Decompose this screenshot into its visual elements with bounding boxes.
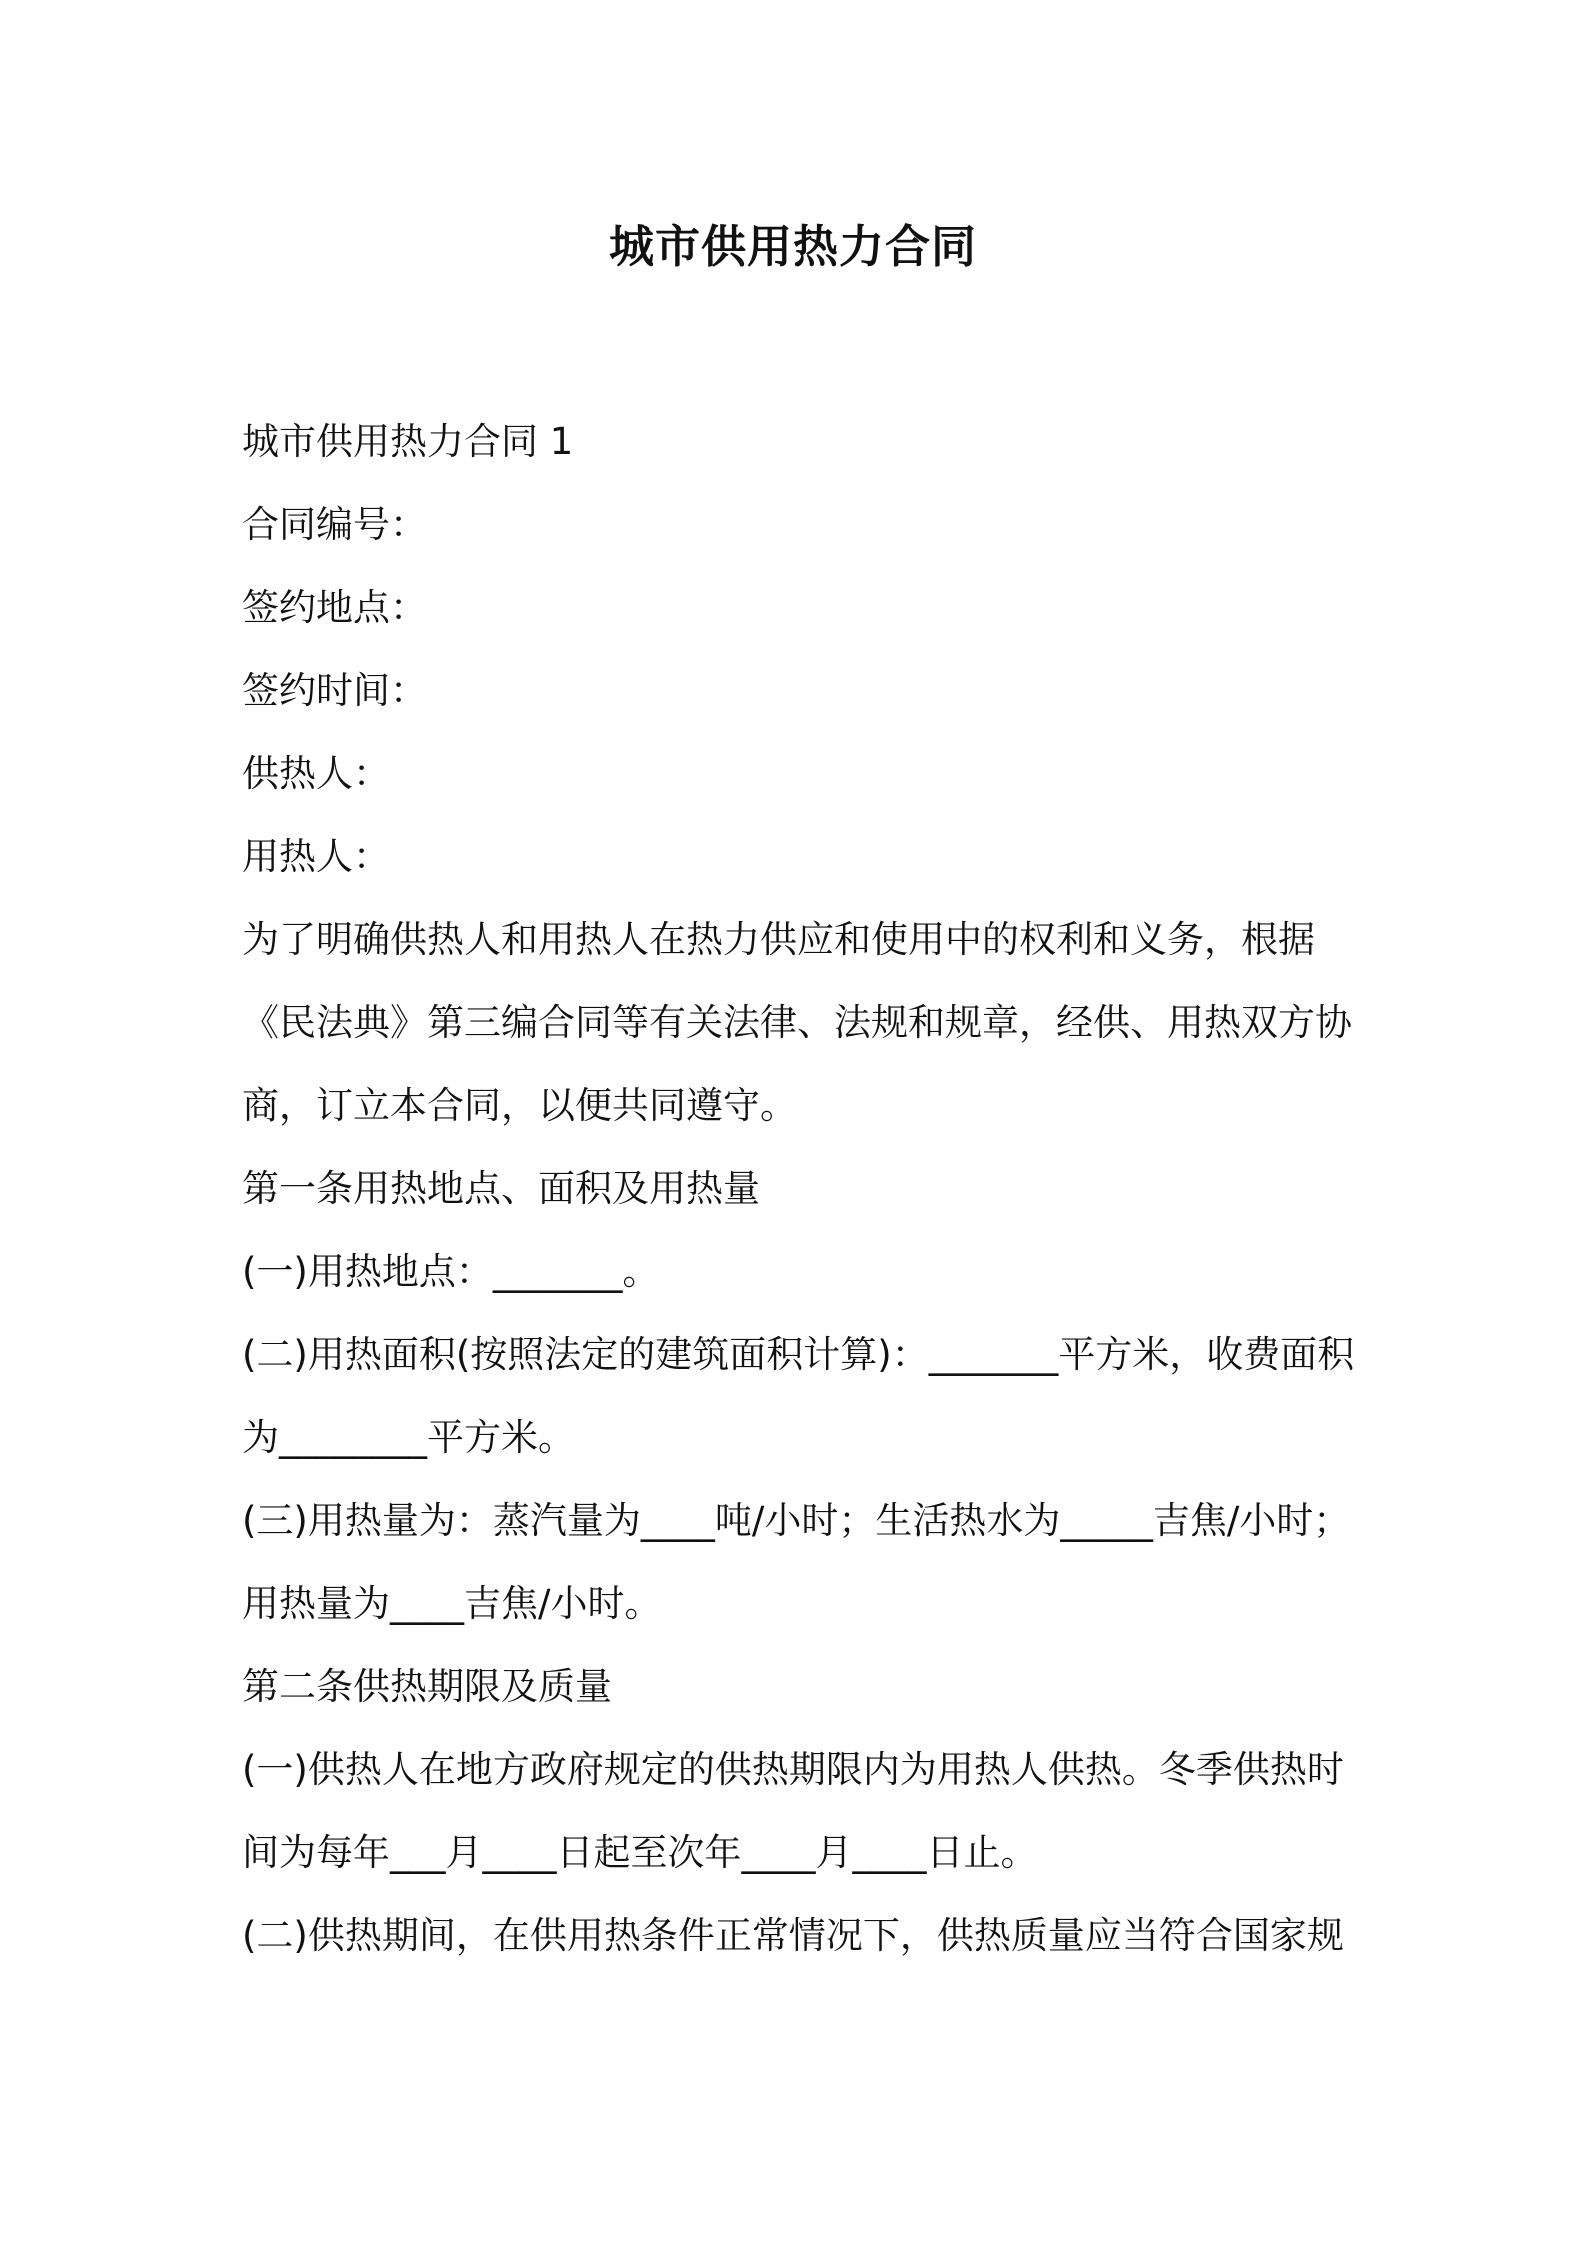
article-two-clause-2: (二)供热期间，在供用热条件正常情况下，供热质量应当符合国家规 [242, 1914, 1344, 1957]
article-two-heading: 第二条供热期限及质量 [242, 1665, 612, 1708]
heat-supplier-field: 供热人： [242, 752, 390, 795]
article-one-clause-2: (二)用热面积(按照法定的建筑面积计算)：_______平方米，收费面积为________平方米。 [242, 1333, 1355, 1459]
contract-number-field: 合同编号： [242, 503, 427, 546]
document-body [242, 400, 1362, 1977]
signing-place-field: 签约地点： [242, 586, 427, 629]
contract-subtitle: 城市供用热力合同 1 [242, 420, 574, 463]
article-one-clause-1: (一)用热地点：_______。 [242, 1250, 660, 1293]
article-two-clause-1: (一)供热人在地方政府规定的供热期限内为用热人供热。冬季供热时间为每年___月____日起至次年____月____日止。 [242, 1748, 1344, 1874]
preamble-paragraph: 为了明确供热人和用热人在热力供应和使用中的权利和义务，根据《民法典》第三编合同等有关法律、法规和规章，经供、用热双方协商，订立本合同，以便共同遵守。 [242, 918, 1352, 1127]
article-one-clause-3: (三)用热量为：蒸汽量为____吨/小时；生活热水为_____吉焦/小时；用热量为____吉焦/小时。 [242, 1499, 1351, 1625]
signing-time-field: 签约时间： [242, 669, 427, 712]
article-one-heading: 第一条用热地点、面积及用热量 [242, 1167, 760, 1210]
document-title: 城市供用热力合同 [608, 220, 977, 273]
heat-user-field: 用热人： [242, 835, 390, 878]
